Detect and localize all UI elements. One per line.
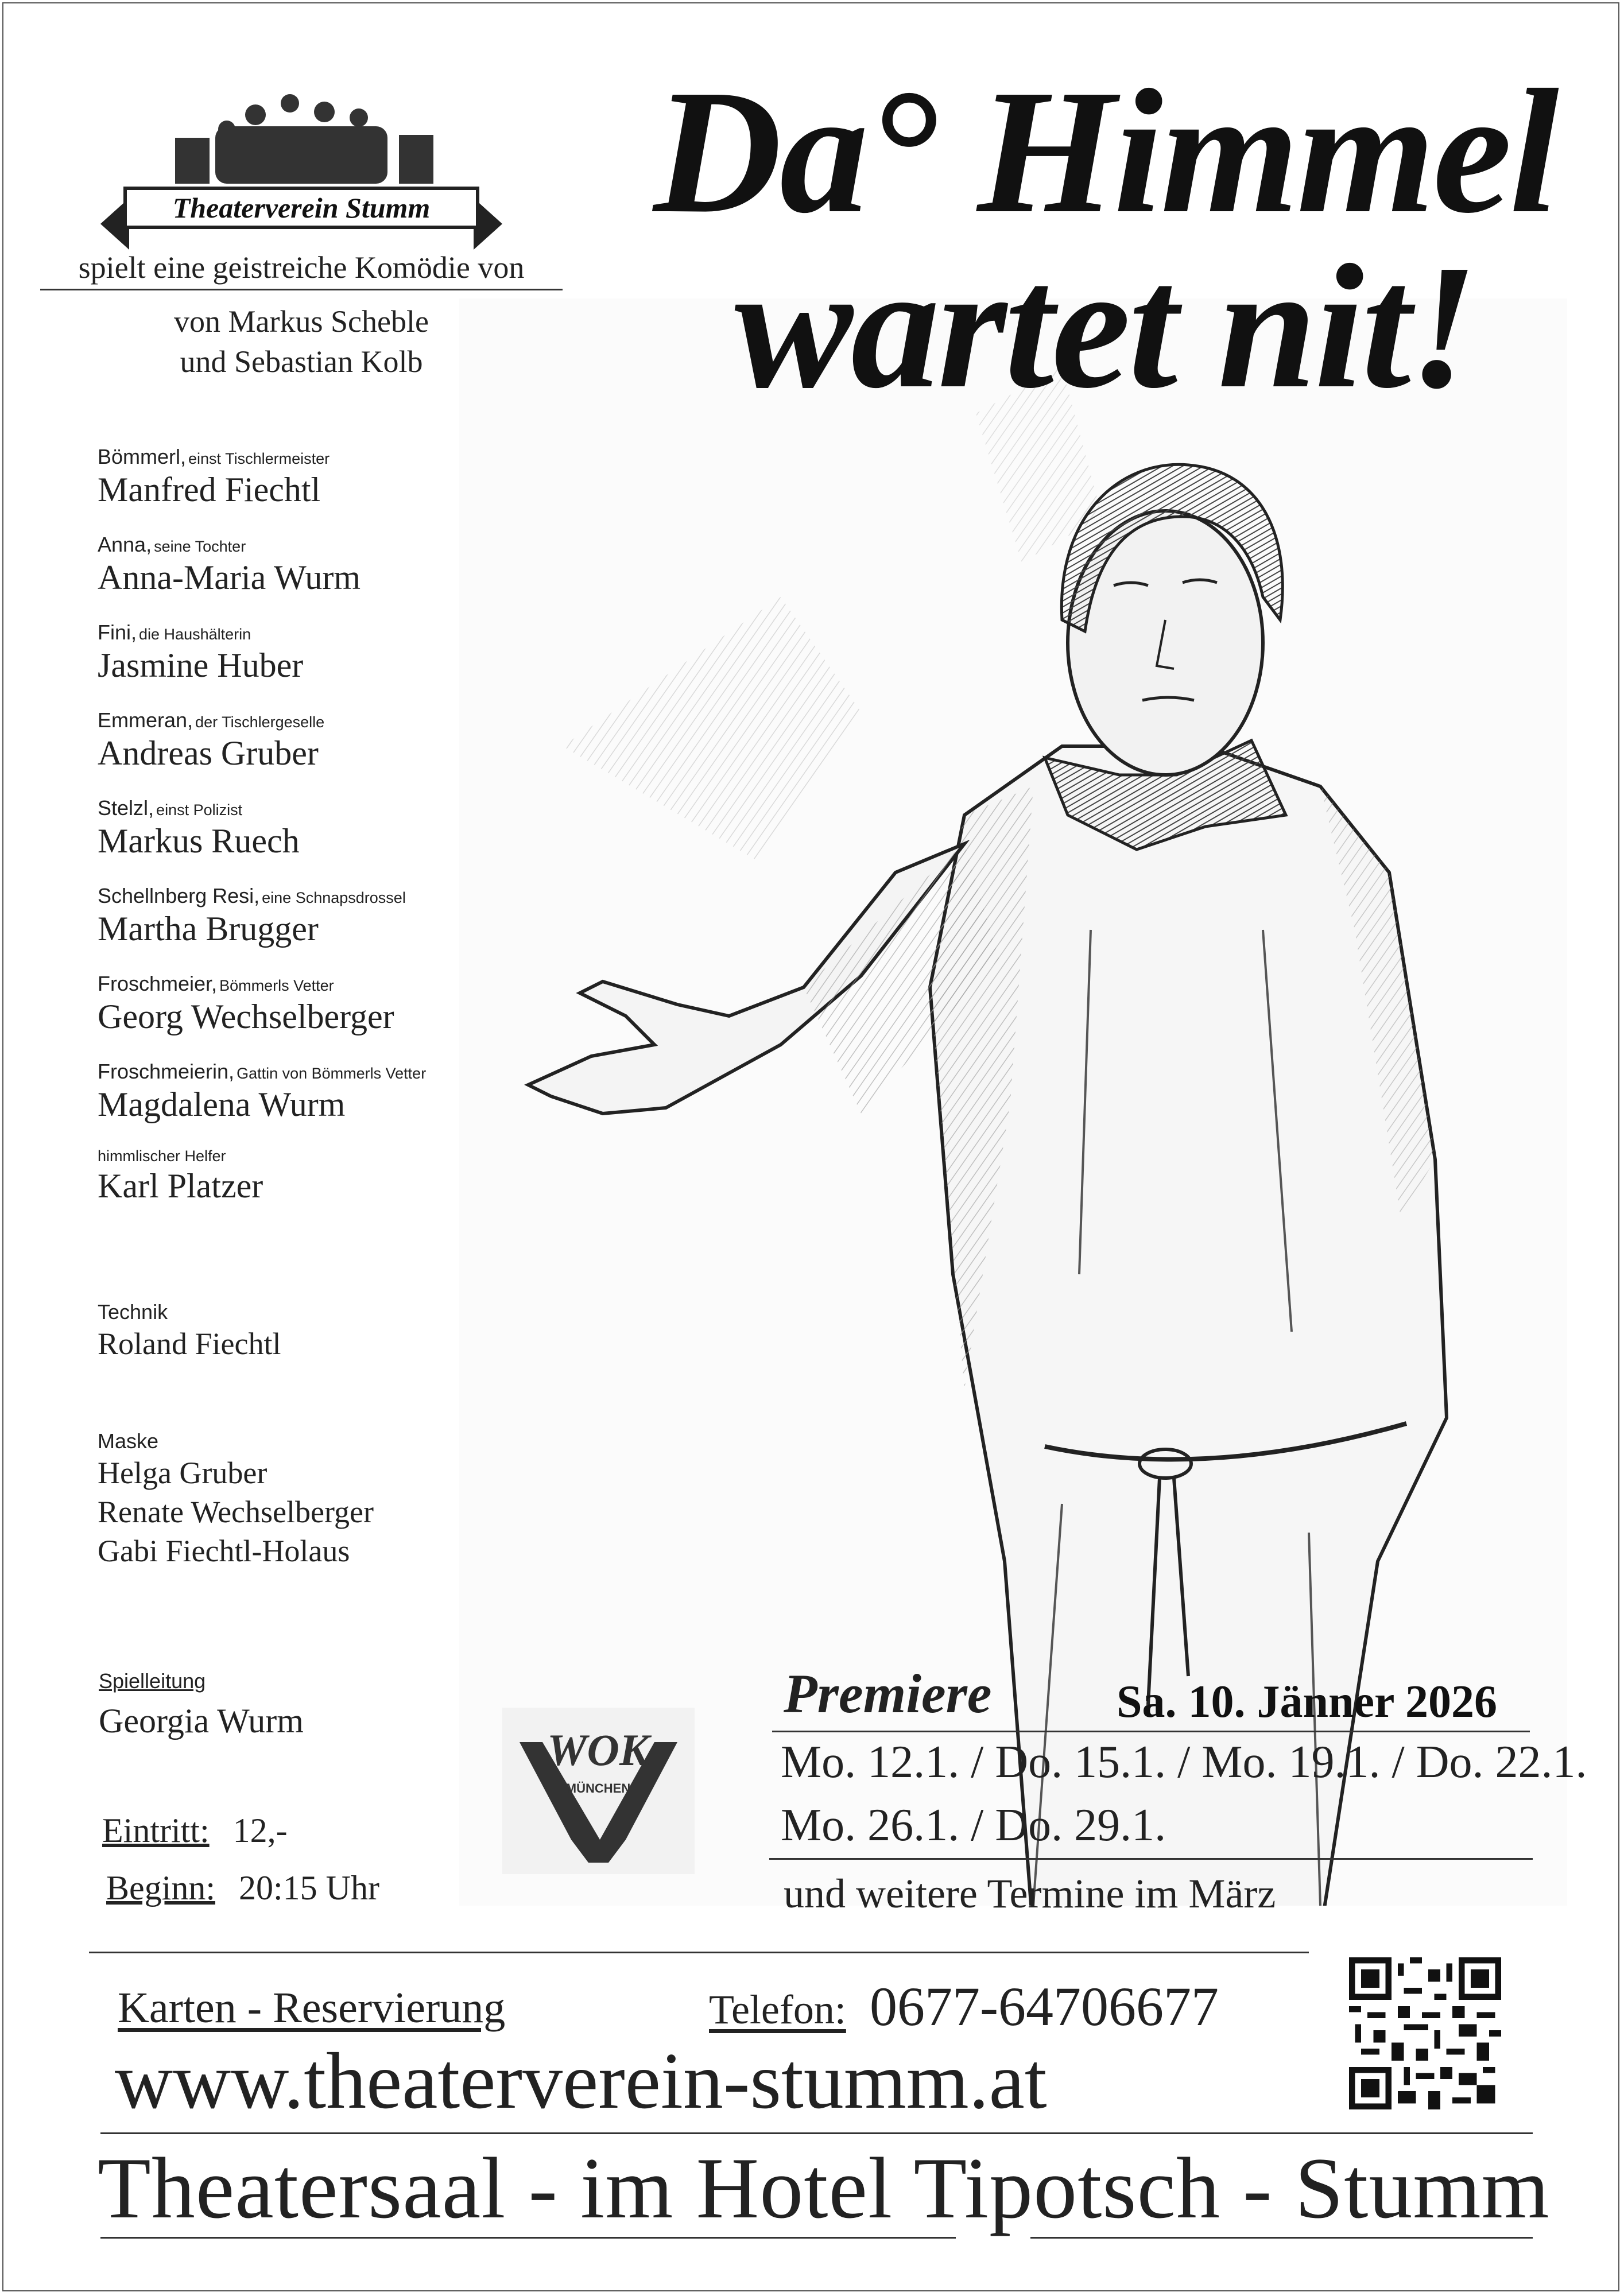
cast-item <box>98 533 557 620</box>
theaterverein-logo <box>100 86 502 241</box>
divider <box>769 1858 1533 1860</box>
play-title <box>631 53 1579 425</box>
actor-name: Georg Wechselberger <box>98 998 394 1035</box>
authors-line-1: von Markus Scheble <box>174 304 429 339</box>
authors <box>40 301 563 382</box>
actor-name: Andreas Gruber <box>98 734 319 772</box>
wok-munchen-emblem-icon <box>502 1708 695 1874</box>
title-line-2: wartet nit! <box>734 228 1476 425</box>
role-description: einst Tischlermeister <box>188 450 330 467</box>
crew-maske <box>98 1429 374 1570</box>
dates-line-3: und weitere Termine im März <box>784 1871 1276 1917</box>
role-description: Gattin von Bömmerls Vetter <box>237 1065 427 1082</box>
cast-item <box>98 620 557 708</box>
role-name: Stelzl, <box>98 796 154 820</box>
divider <box>772 1731 1530 1732</box>
role-name: Fini, <box>98 620 137 644</box>
crew-technik <box>98 1300 281 1363</box>
role-name: Schellnberg Resi, <box>98 884 260 907</box>
technik-label: Technik <box>98 1300 168 1324</box>
karten-reservierung-label: Karten - Reservierung <box>118 1984 506 2032</box>
maske-name: Renate Wechselberger <box>98 1495 374 1529</box>
actor-name: Martha Brugger <box>98 910 319 948</box>
subtitle: spielt eine geistreiche Komödie von <box>40 250 563 290</box>
cast-list <box>98 445 557 1235</box>
spielleitung-name: Georgia Wurm <box>99 1702 304 1740</box>
beginn-value: 20:15 Uhr <box>239 1869 379 1907</box>
role-description: einst Polizist <box>156 801 243 819</box>
dates-line-1: Mo. 12.1. / Do. 15.1. / Mo. 19.1. / Do. 22.1. <box>781 1737 1587 1787</box>
eintritt-label: Eintritt: <box>102 1812 210 1849</box>
badge-text-bottom: MÜNCHEN <box>565 1781 631 1795</box>
cast-item <box>98 972 557 1060</box>
role-description: Bömmerls Vetter <box>219 977 334 994</box>
actor-name: Anna-Maria Wurm <box>98 559 361 596</box>
actor-name: Magdalena Wurm <box>98 1085 346 1123</box>
role-name: Emmeran, <box>98 708 193 732</box>
eintritt-value: 12,- <box>232 1812 288 1849</box>
actor-name: Manfred Fiechtl <box>98 471 321 509</box>
technik-name: Roland Fiechtl <box>98 1327 281 1361</box>
cast-item <box>98 1147 557 1235</box>
eintritt-row <box>102 1811 288 1851</box>
telefon-number: 0677-64706677 <box>870 1976 1219 2037</box>
cast-item <box>98 1060 557 1147</box>
premiere-label: Premiere <box>784 1663 992 1724</box>
role-description: himmlischer Helfer <box>98 1147 226 1165</box>
role-name: Froschmeierin, <box>98 1060 235 1083</box>
qr-code-icon[interactable] <box>1349 1957 1501 2109</box>
role-description: seine Tochter <box>154 538 246 555</box>
logo-banner-text: Theaterverein Stumm <box>123 187 479 229</box>
role-description: eine Schnapsdrossel <box>262 889 406 906</box>
maske-name: Gabi Fiechtl-Holaus <box>98 1534 350 1568</box>
beginn-row <box>106 1868 379 1908</box>
divider <box>100 2237 956 2239</box>
cast-item <box>98 884 557 972</box>
cast-item <box>98 796 557 884</box>
role-name: Bömmerl, <box>98 445 187 468</box>
monk-sketch-illustration <box>459 298 1567 1906</box>
maske-name: Helga Gruber <box>98 1456 268 1490</box>
actor-name: Karl Platzer <box>98 1167 263 1205</box>
authors-line-2: und Sebastian Kolb <box>180 344 423 379</box>
divider <box>100 2132 1533 2134</box>
divider <box>1030 2237 1533 2239</box>
premiere-date: Sa. 10. Jänner 2026 <box>1117 1677 1498 1727</box>
venue: Theatersaal - im Hotel Tipotsch - Stumm <box>98 2140 1550 2236</box>
dates-line-2: Mo. 26.1. / Do. 29.1. <box>781 1800 1166 1851</box>
title-line-1: Da° Himmel <box>653 53 1557 250</box>
role-name: Froschmeier, <box>98 972 218 995</box>
cast-item <box>98 445 557 533</box>
actor-name: Jasmine Huber <box>98 646 304 684</box>
divider <box>89 1952 1309 1953</box>
website-link[interactable]: www.theaterverein-stumm.at <box>115 2037 1047 2126</box>
badge-text-top: WOK <box>547 1725 649 1775</box>
role-description: die Haushälterin <box>139 626 251 643</box>
role-name: Anna, <box>98 533 152 556</box>
spielleitung-label: Spielleitung <box>99 1669 206 1693</box>
telefon-label: Telefon: <box>709 1987 846 2033</box>
logo-figures-icon <box>100 86 502 189</box>
role-description: der Tischlergeselle <box>195 713 325 731</box>
crew-spielleitung <box>99 1669 304 1740</box>
actor-name: Markus Ruech <box>98 822 300 860</box>
cast-item <box>98 708 557 796</box>
beginn-label: Beginn: <box>106 1869 215 1907</box>
maske-label: Maske <box>98 1429 159 1453</box>
